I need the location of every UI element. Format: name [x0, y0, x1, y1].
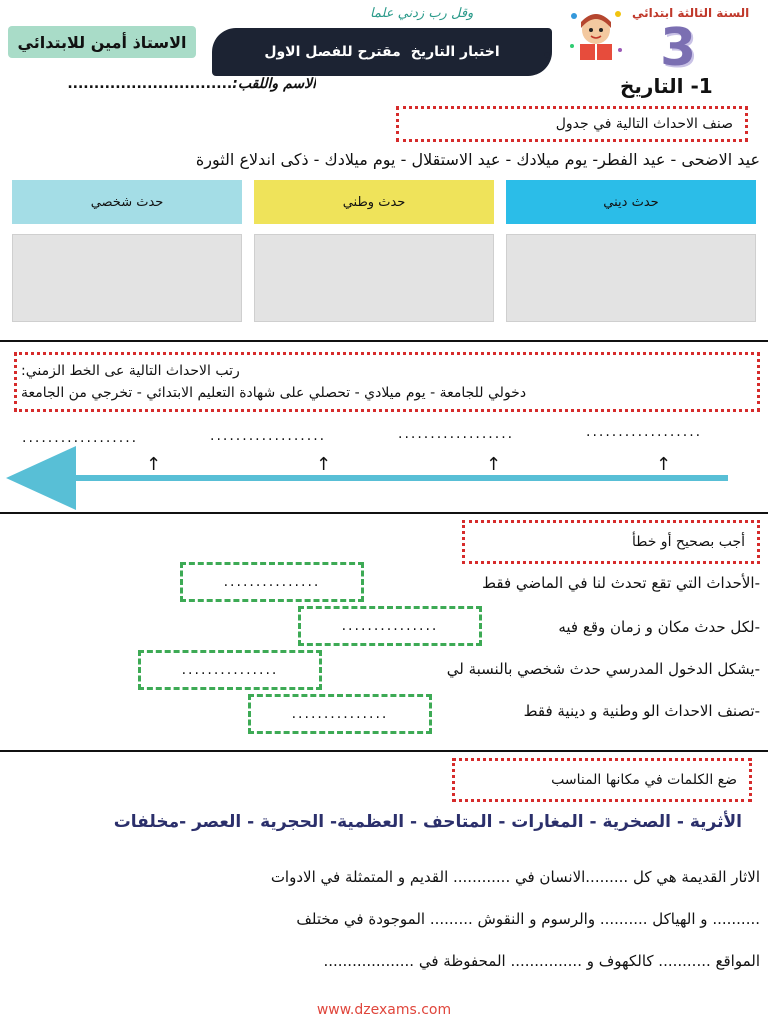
ex4-paragraph-line-3[interactable]: المواقع ........... كالكهوف و ............... المحفوظة في ................... [323, 952, 760, 970]
exam-title-banner [212, 28, 552, 76]
footer-website-link[interactable]: www.dzexams.com [316, 1002, 452, 1018]
up-arrow-icon: ↑ [316, 454, 332, 475]
timeline-slot-1[interactable]: .................. [586, 424, 703, 440]
timeline-arrow [0, 440, 768, 520]
tf-answer-1[interactable]: ............... [180, 562, 364, 602]
ex4-paragraph-line-1[interactable]: الاثار القديمة هي كل .........الانسان في ............ القديم و المتمثلة في الادوات [270, 868, 760, 886]
ex2-instruction: رتب الاحداث التالية عى الخط الزمني: [21, 363, 240, 379]
up-arrow-icon: ↑ [146, 454, 162, 475]
section-divider-1 [0, 340, 768, 342]
tf-statement-1: -الأحداث التي تقع تحدث لنا في الماضي فقط [482, 574, 760, 592]
timeline-slot-2[interactable]: .................. [398, 426, 515, 442]
section-divider-2 [0, 512, 768, 514]
calligraphy-verse: وقل رب زدني علما [370, 6, 474, 21]
tf-answer-2[interactable]: ............... [298, 606, 482, 646]
ex2-items: دخولي للجامعة - يوم ميلادي - تحصلي على شهادة التعليم الابتدائي - تخرجي من الجامعة [21, 385, 527, 401]
tf-statement-3: -يشكل الدخول المدرسي حدث شخصي بالنسبة لي [446, 660, 760, 678]
name-dots: ............................... [67, 76, 233, 92]
ex3-instruction-box [462, 520, 760, 564]
tf-statement-4: -تصنف الاحداث الو وطنية و دينية فقط [523, 702, 760, 720]
table-cell-personal[interactable] [12, 234, 242, 322]
table-header-religious: حدث ديني [506, 180, 756, 224]
ex3-instruction: أجب بصحيح أو خطأ [631, 534, 745, 550]
ex4-word-bank: الأثرية - الصخرية - المغارات - المتاحف - العظمية- الحجرية - العصر -مخلفات [113, 812, 742, 832]
up-arrow-icon: ↑ [486, 454, 502, 475]
tf-answer-4[interactable]: ............... [248, 694, 432, 734]
subject-heading: 1- التاريخ [620, 74, 713, 98]
ex1-events: عيد الاضحى - عيد الفطر- يوم ميلادك - عيد الاستقلال - يوم ميلادك - ذكى اندلاع الثورة [195, 150, 760, 169]
table-header-national: حدث وطني [254, 180, 494, 224]
timeline-slot-4[interactable]: .................. [22, 430, 139, 446]
ex1-instruction: صنف الاحداث التالية في جدول [555, 116, 733, 132]
tf-statement-2: -لكل حدث مكان و زمان وقع فيه [558, 618, 760, 636]
name-label: الاسم واللقب: [232, 76, 316, 92]
ex1-instruction-box [396, 106, 748, 142]
table-cell-religious[interactable] [506, 234, 756, 322]
exam-title-part-a: اختبار التاريخ [410, 44, 500, 60]
ex2-instruction-box [14, 352, 760, 412]
exam-title-part-b: مقترح للفصل الاول [264, 44, 401, 60]
grade-number: 3 [660, 18, 697, 78]
reading-child-icon [566, 6, 626, 66]
name-field[interactable] [4, 76, 316, 92]
tf-answer-3[interactable]: ............... [138, 650, 322, 690]
grade-label: السنة الثالثة ابتدائي [632, 6, 750, 20]
ex4-instruction-box [452, 758, 752, 802]
timeline-shaft [60, 475, 728, 481]
teacher-badge: الاستاذ أمين للابتدائي [8, 26, 196, 58]
timeline-arrowhead-icon [6, 446, 76, 510]
section-divider-3 [0, 750, 768, 752]
table-cell-national[interactable] [254, 234, 494, 322]
table-header-personal: حدث شخصي [12, 180, 242, 224]
banner-dot-left [214, 52, 220, 58]
ex4-paragraph-line-2[interactable]: .......... و الهياكل .......... والرسوم و النقوش ......... الموجودة في مختلف [296, 910, 760, 928]
timeline-slot-3[interactable]: .................. [210, 428, 327, 444]
banner-dot-right [544, 52, 550, 58]
ex4-instruction: ضع الكلمات في مكانها المناسب [551, 772, 737, 788]
up-arrow-icon: ↑ [656, 454, 672, 475]
